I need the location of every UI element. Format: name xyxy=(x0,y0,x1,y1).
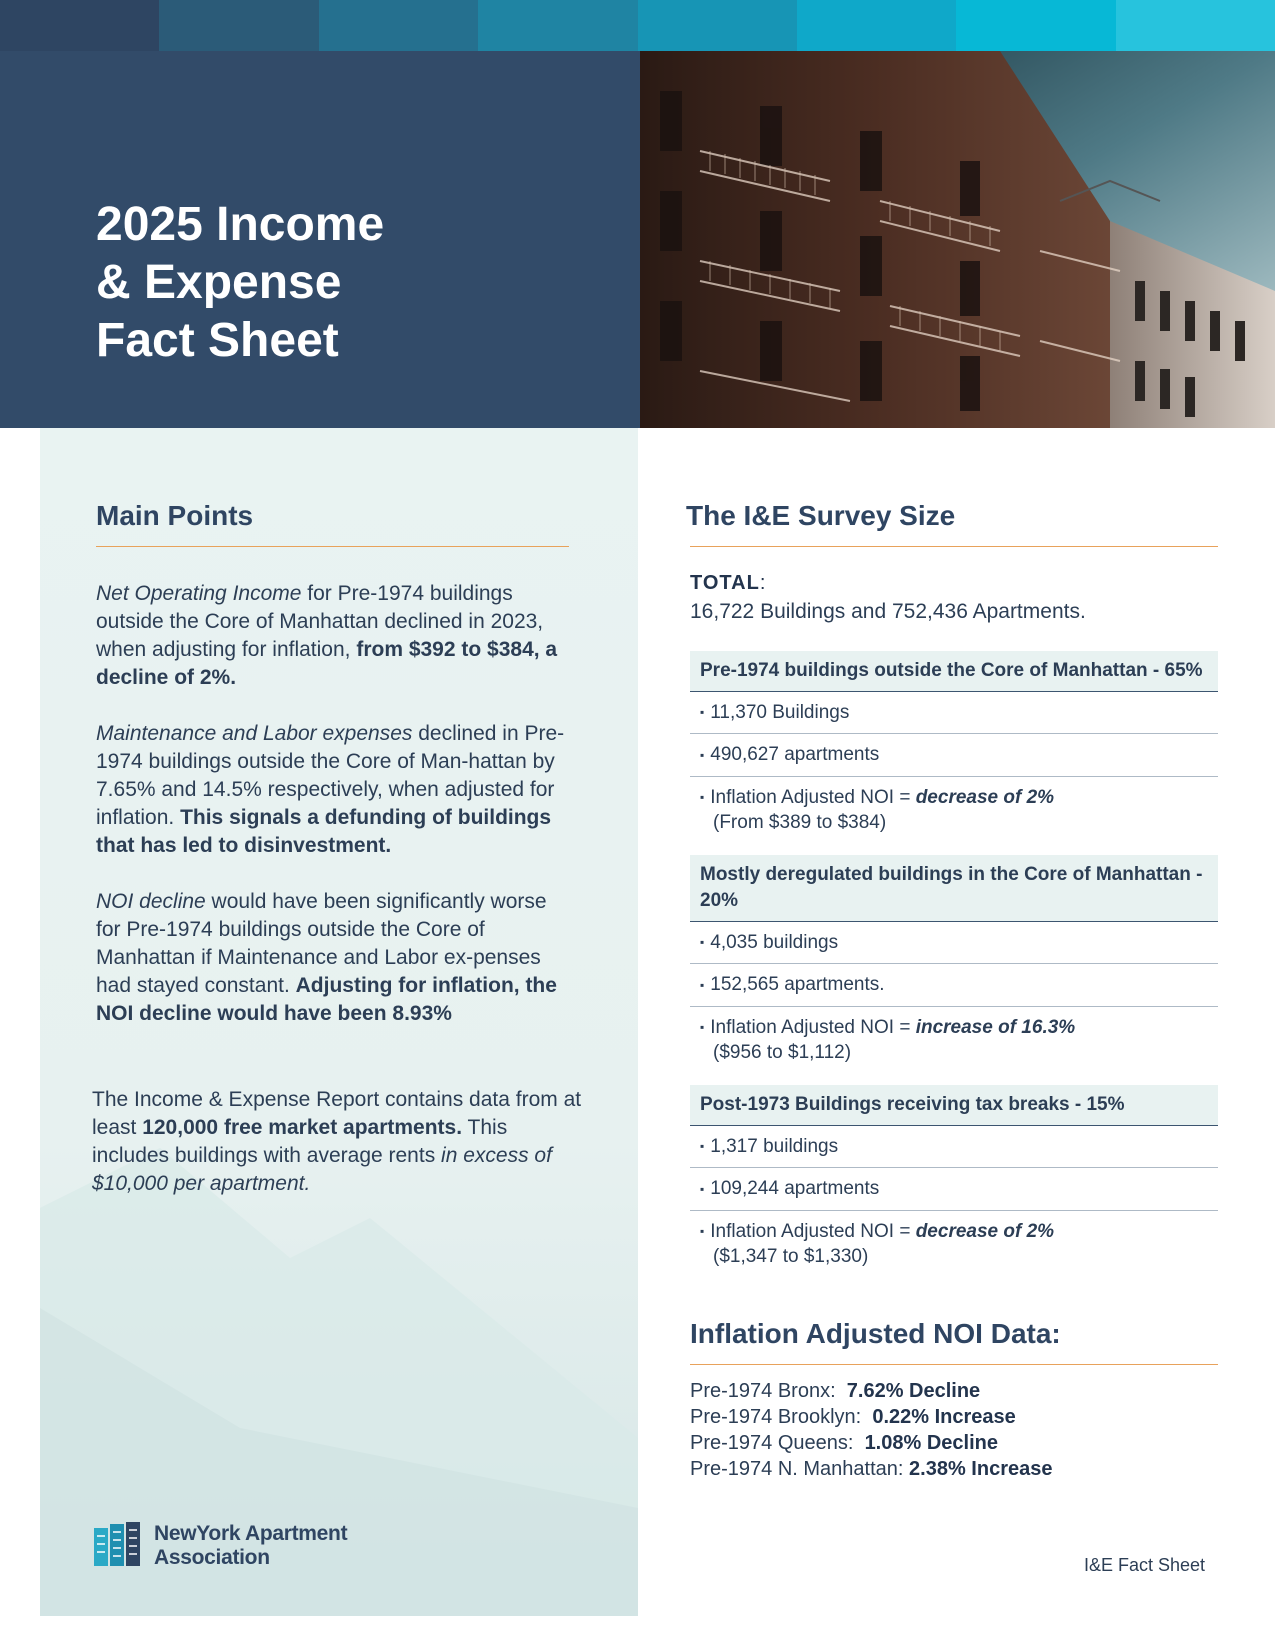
survey-group-row xyxy=(690,777,1218,843)
noi-range: (From $389 to $384) xyxy=(713,812,887,834)
color-stripe xyxy=(1116,0,1275,51)
bullet-icon: ▪ xyxy=(700,1224,705,1239)
survey-group xyxy=(690,651,1218,843)
total-label-colon: : xyxy=(759,572,766,594)
noi-data-item xyxy=(690,1378,1052,1404)
noi-data-item xyxy=(690,1456,1052,1482)
noi-value: 2.38% Increase xyxy=(909,1458,1053,1480)
bullet-icon: ▪ xyxy=(700,935,705,950)
body-text: This includes buildings with average rents xyxy=(92,1116,508,1167)
logo-line: NewYork Apartment xyxy=(154,1522,348,1545)
page-title xyxy=(96,196,384,370)
body-text: declined in Pre-1974 buildings outside the Core of Man-hattan by 7.65% and 14.5% respectively, when adjusted for inflation. xyxy=(96,722,565,829)
bold-text: from $392 to $384, a decline of 2%. xyxy=(96,638,558,689)
italic-text: in excess of $10,000 per apartment. xyxy=(92,1144,552,1195)
bullet-icon: ▪ xyxy=(700,1139,705,1154)
building-logo-icon xyxy=(94,1522,142,1566)
bold-text: Adjusting for inflation, the NOI decline would have been 8.93% xyxy=(96,974,557,1025)
title-line: 2025 Income xyxy=(96,198,385,251)
bold-text: 120,000 free market apartments. xyxy=(142,1116,463,1139)
bullet-icon: ▪ xyxy=(700,977,705,992)
color-stripe xyxy=(797,0,956,51)
heading-rule xyxy=(96,546,569,547)
main-point-paragraph xyxy=(92,1086,582,1198)
row-text: 109,244 apartments xyxy=(710,1178,880,1200)
main-point-paragraph xyxy=(96,720,576,860)
noi-value: 0.22% Increase xyxy=(872,1406,1016,1428)
noi-data-item xyxy=(690,1404,1052,1430)
survey-group-row xyxy=(690,1211,1218,1277)
noi-range: ($956 to $1,112) xyxy=(713,1042,852,1064)
bullet-icon: ▪ xyxy=(700,1020,705,1035)
noi-label: Pre-1974 N. Manhattan: xyxy=(690,1458,904,1480)
footer-label: I&E Fact Sheet xyxy=(1083,1555,1205,1575)
noi-value: 1.08% Decline xyxy=(864,1432,998,1454)
survey-group xyxy=(690,1085,1218,1277)
main-point-paragraph xyxy=(96,888,576,1028)
survey-group-row xyxy=(690,734,1218,776)
noi-data-list xyxy=(690,1378,1052,1482)
survey-group-title: Pre-1974 buildings outside the Core of Manhattan - 65% xyxy=(690,651,1218,692)
italic-text: Maintenance and Labor expenses xyxy=(96,722,413,745)
body-text: would have been significantly worse for Pre-1974 buildings outside the Core of Manhattan if Maintenance and Labor ex-penses had stayed constant. xyxy=(96,890,547,997)
bullet-icon: ▪ xyxy=(700,747,705,762)
total-label-text: TOTAL xyxy=(690,572,760,594)
title-line: & Expense xyxy=(96,256,342,309)
survey-group-row xyxy=(690,1126,1218,1168)
bullet-icon: ▪ xyxy=(700,790,705,805)
row-text: 490,627 apartments xyxy=(710,744,880,766)
noi-label: Pre-1974 Brooklyn: xyxy=(690,1406,862,1428)
nyaa-logo xyxy=(94,1522,354,1569)
building-photo xyxy=(640,51,1275,428)
color-stripe xyxy=(638,0,797,51)
noi-value: 7.62% Decline xyxy=(846,1380,981,1402)
survey-group-row xyxy=(690,964,1218,1006)
color-stripe xyxy=(159,0,318,51)
main-points-heading: Main Points xyxy=(96,500,254,531)
color-stripe xyxy=(956,0,1115,51)
survey-group-row xyxy=(690,1007,1218,1073)
noi-label: Pre-1974 Queens: xyxy=(690,1432,854,1454)
header-color-bar xyxy=(0,0,1275,51)
row-text: 11,370 Buildings xyxy=(710,702,850,723)
row-text: 4,035 buildings xyxy=(710,932,839,953)
survey-group-title: Post-1973 Buildings receiving tax breaks - 15% xyxy=(690,1085,1218,1126)
title-line: Fact Sheet xyxy=(96,314,339,367)
row-text: Inflation Adjusted NOI = xyxy=(710,1220,916,1242)
survey-group-row xyxy=(690,1168,1218,1210)
bullet-icon: ▪ xyxy=(700,705,705,720)
noi-change: increase of 16.3% xyxy=(915,1016,1076,1038)
bold-text: This signals a defunding of buildings that has led to disinvestment. xyxy=(96,806,552,857)
noi-range: ($1,347 to $1,330) xyxy=(713,1246,869,1268)
logo-line: Association xyxy=(154,1546,270,1569)
color-stripe xyxy=(319,0,478,51)
survey-size-heading: The I&E Survey Size xyxy=(686,500,956,531)
row-text: 1,317 buildings xyxy=(710,1136,839,1157)
body-text: The Income & Expense Report contains data from at least xyxy=(92,1088,582,1139)
heading-rule xyxy=(690,546,1218,547)
italic-text: NOI decline xyxy=(96,890,206,913)
total-label xyxy=(690,572,765,595)
survey-group xyxy=(690,855,1218,1073)
noi-change: decrease of 2% xyxy=(915,786,1055,808)
noi-data-item xyxy=(690,1430,1052,1456)
body-text: for Pre-1974 buildings outside the Core of Manhattan declined in 2023, when adjusting for inflation, xyxy=(96,582,544,661)
noi-data-heading: Inflation Adjusted NOI Data: xyxy=(690,1318,1061,1349)
color-stripe xyxy=(478,0,637,51)
survey-group-row xyxy=(690,922,1218,964)
row-text: Inflation Adjusted NOI = xyxy=(710,786,916,808)
noi-change: decrease of 2% xyxy=(915,1220,1055,1242)
row-text: Inflation Adjusted NOI = xyxy=(710,1016,916,1038)
survey-group-row xyxy=(690,692,1218,734)
row-text: 152,565 apartments. xyxy=(710,974,885,996)
bullet-icon: ▪ xyxy=(700,1181,705,1196)
main-point-paragraph xyxy=(96,580,576,692)
noi-label: Pre-1974 Bronx: xyxy=(690,1380,836,1402)
heading-rule xyxy=(690,1364,1218,1365)
survey-group-title: Mostly deregulated buildings in the Core of Manhattan - 20% xyxy=(690,855,1218,922)
total-text: 16,722 Buildings and 752,436 Apartments. xyxy=(690,600,1086,623)
color-stripe xyxy=(0,0,159,51)
italic-text: Net Operating Income xyxy=(96,582,302,605)
logo-text xyxy=(154,1522,347,1570)
